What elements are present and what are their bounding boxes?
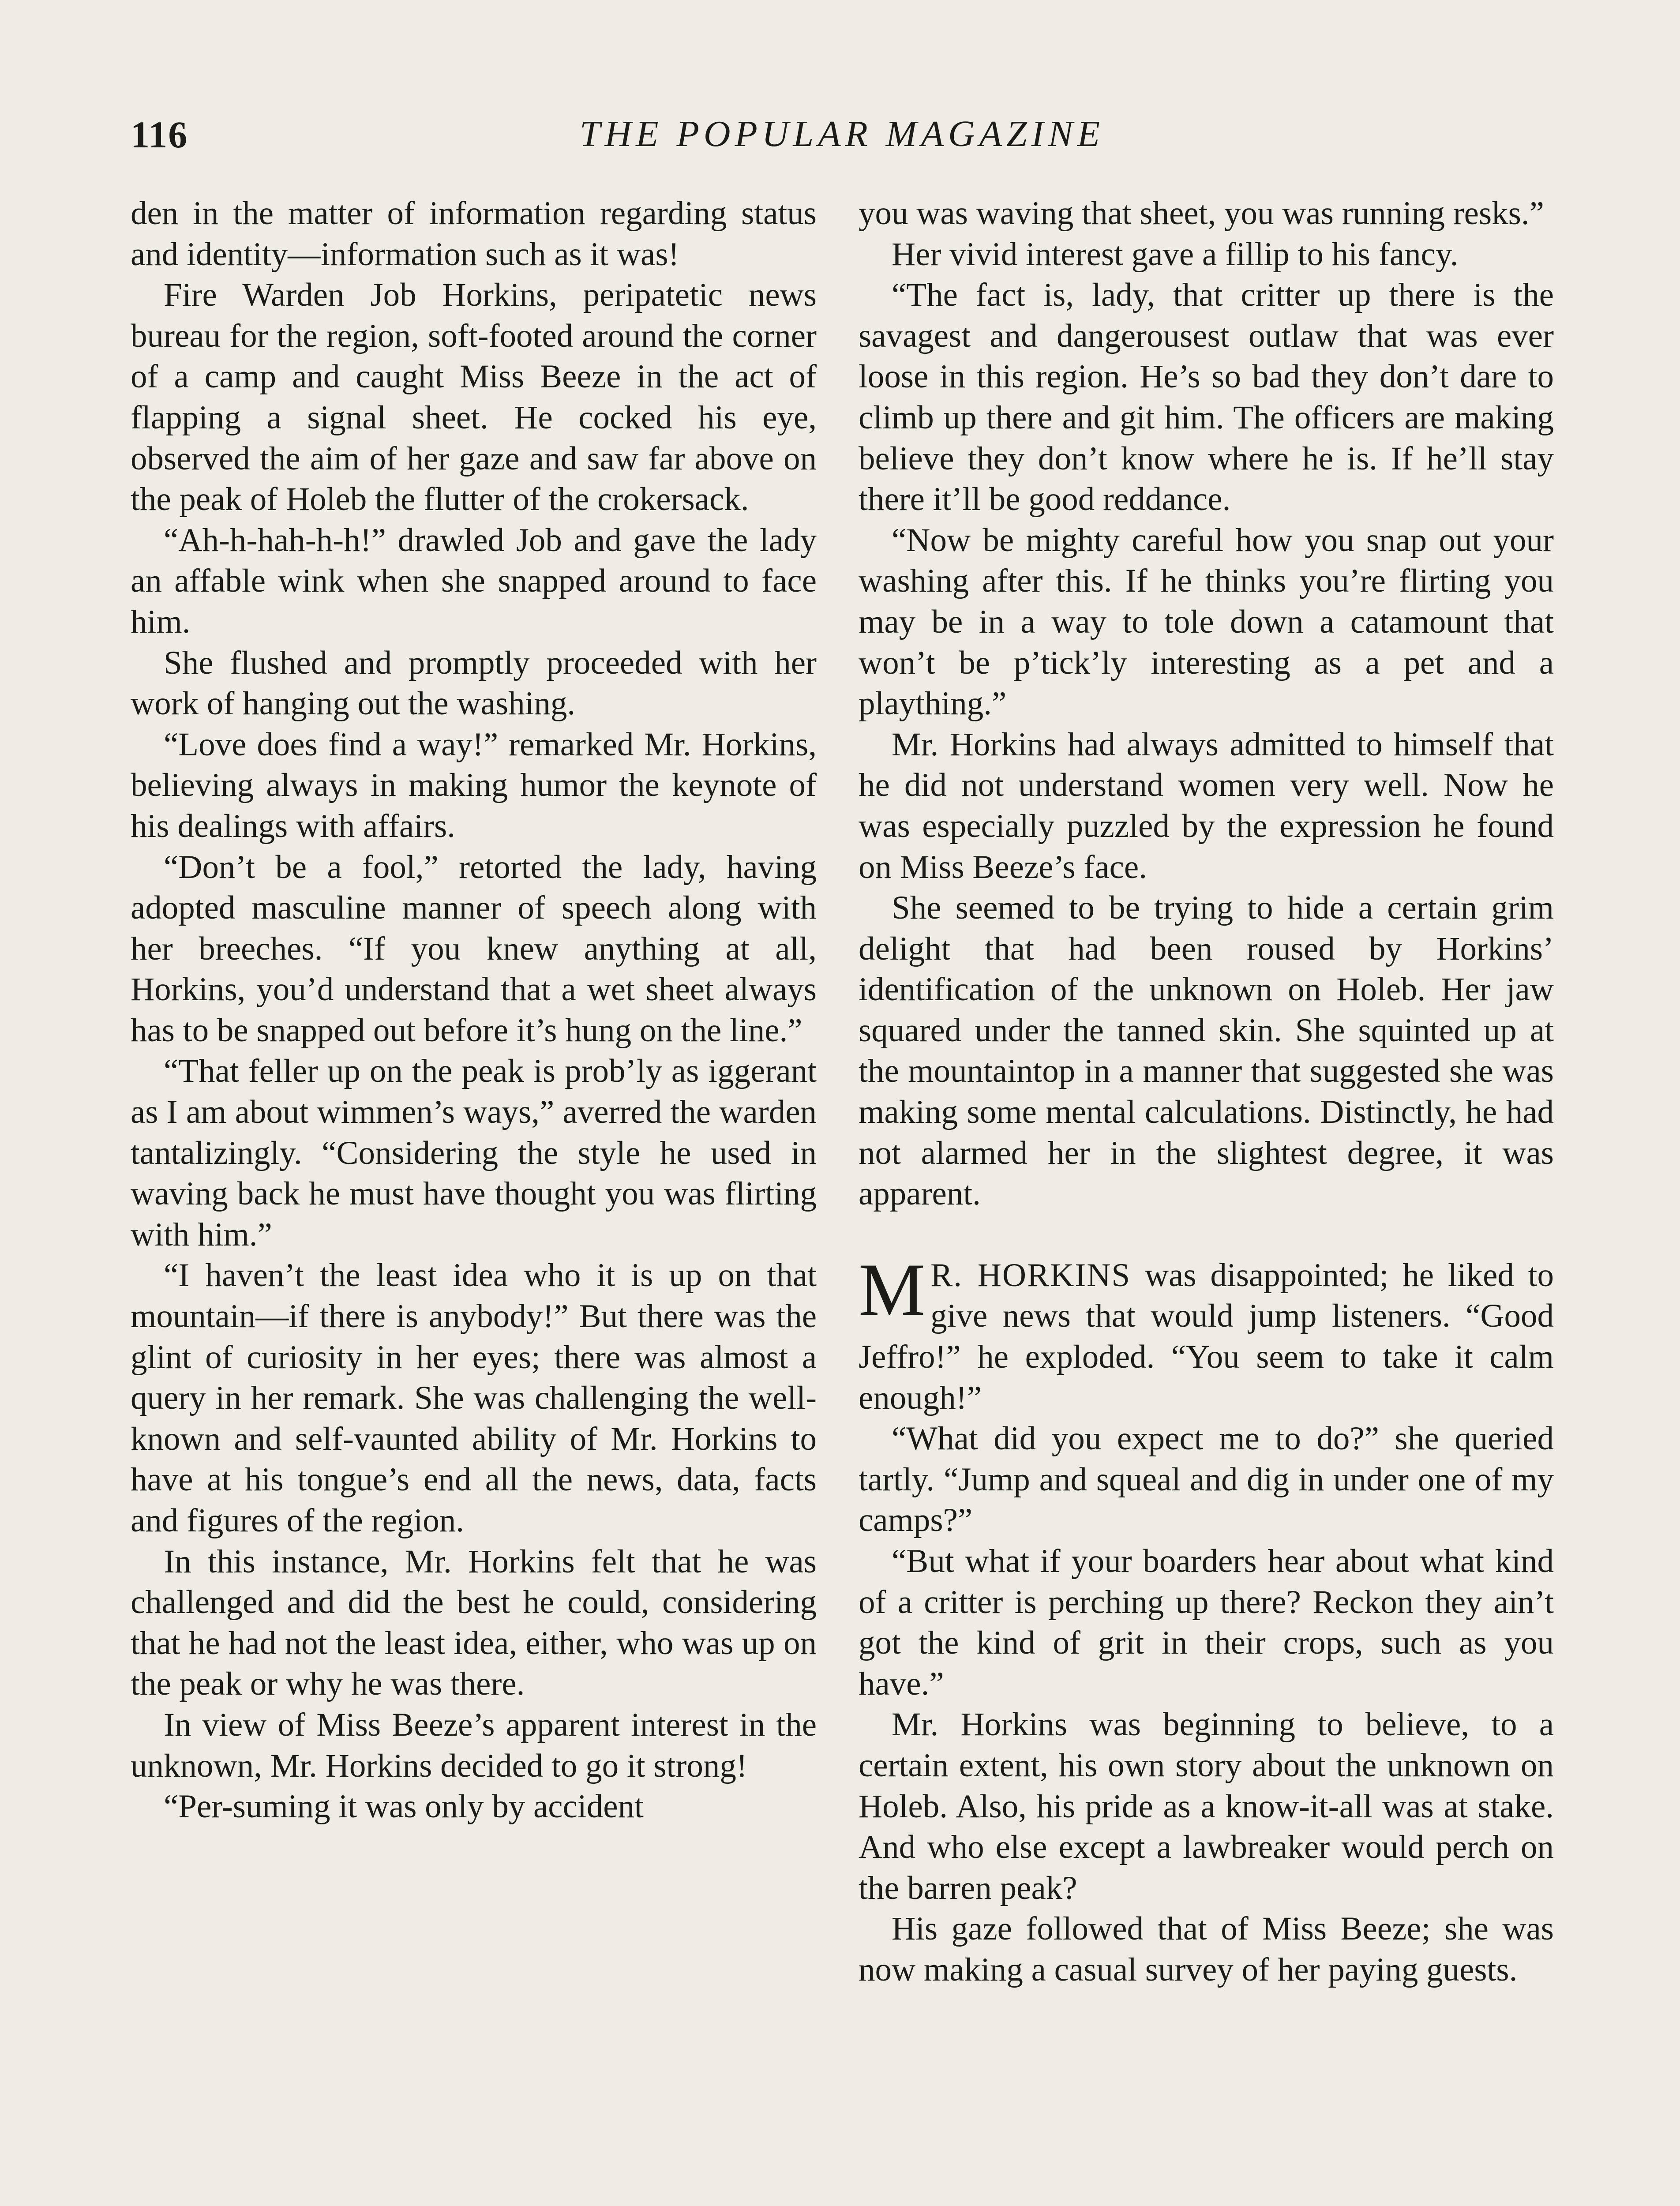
paragraph: “Ah-h-hah-h-h!” drawled Job and gave the lady an affable wink when she snapped around to face him. xyxy=(131,521,817,640)
paragraph: In view of Miss Beeze’s apparent interest in the unknown, Mr. Horkins decided to go it strong! xyxy=(131,1706,817,1784)
paragraph: In this instance, Mr. Horkins felt that he was challenged and did the best he could, considering that he had not the least idea, either, who was up on the peak or why he was there. xyxy=(131,1543,817,1703)
paragraph: Mr. Horkins was beginning to believe, to a certain extent, his own story about the unknown on Holeb. Also, his pride as a know-it-all was at stake. And who else except a lawbreaker would perch on the barren peak? xyxy=(859,1706,1554,1906)
paragraph: “Per-suming it was only by accident xyxy=(164,1788,644,1825)
paragraph: Fire Warden Job Horkins, peripatetic news bureau for the region, soft-footed around the corner of a camp and caught Miss Beeze in the act of flapping a signal sheet. He cocked his eye, observed the aim of her gaze and saw far above on the peak of Holeb the flutter of the crokersack. xyxy=(131,277,817,518)
paragraph: den in the matter of information regarding status and identity—information such as it was! xyxy=(131,195,817,273)
paragraph: She flushed and promptly proceeded with her work of hanging out the washing. xyxy=(131,644,817,722)
paragraph: you was waving that sheet, you was running resks.” xyxy=(859,195,1544,232)
page-header xyxy=(131,113,1553,165)
paragraph: “What did you expect me to do?” she queried tartly. “Jump and squeal and dig in under one of my camps?” xyxy=(859,1420,1554,1539)
page-number: 116 xyxy=(131,113,188,156)
section-text: was disappointed; he liked to give news that would jump listeners. “Good Jeffro!” he exploded. “You seem to take it calm enough!” xyxy=(859,1257,1554,1416)
paragraph: Mr. Horkins had always admitted to himself that he did not understand women very well. Now he was especially puzzled by the expression he found on Miss Beeze’s face. xyxy=(859,726,1554,885)
paragraph: “Now be mighty careful how you snap out your washing after this. If he thinks you’re flirting you may be in a way to tole down a catamount that won’t be p’tick’ly interesting as a pet and a plaything.” xyxy=(859,521,1554,722)
left-column xyxy=(131,193,817,1827)
paragraph: His gaze followed that of Miss Beeze; she was now making a casual survey of her paying guests. xyxy=(859,1910,1554,1988)
paragraph: “But what if your boarders hear about what kind of a critter is perching up there? Reckon they ain’t got the kind of grit in their crops, such as you have.” xyxy=(859,1543,1554,1702)
right-column xyxy=(859,193,1554,1991)
paragraph: “Don’t be a fool,” retorted the lady, having adopted masculine manner of speech along with her breeches. “If you knew anything at all, Horkins, you’d understand that a wet sheet always has to be snapped out before it’s hung on the line.” xyxy=(131,848,817,1049)
paragraph: “Love does find a way!” remarked Mr. Horkins, believing always in making humor the keynote of his dealings with affairs. xyxy=(131,726,817,844)
paragraph: Her vivid interest gave a fillip to his fancy. xyxy=(892,236,1459,273)
paragraph: “The fact is, lady, that critter up there is the savagest and dangerousest outlaw that was ever loose in this region. He’s so bad they don’t dare to climb up there and git him. The officers are making believe they don’t know where he is. If he’ll stay there it’ll be good reddance. xyxy=(859,277,1554,518)
drop-cap: M xyxy=(859,1248,926,1331)
paragraph: “That feller up on the peak is prob’ly as iggerant as I am about wimmen’s ways,” averred the warden tantalizingly. “Considering the style he used in waving back he must have thought you was flirting with him.” xyxy=(131,1053,817,1253)
paragraph: She seemed to be trying to hide a certain grim delight that had been roused by Horkins’ identification of the unknown on Holeb. Her jaw squared under the tanned skin. She squinted up at the mountaintop in a manner that suggested she was making some mental calculations. Distinctly, he had not alarmed her in the slightest degree, it was apparent. xyxy=(859,889,1554,1212)
paragraph: “I haven’t the least idea who it is up on that mountain—if there is anybody!” But there was the glint of curiosity in her eyes; there was almost a query in her remark. She was challenging the well-known and self-vaunted ability of Mr. Horkins to have at his tongue’s end all the news, data, facts and figures of the region. xyxy=(131,1257,817,1539)
small-caps-lead: R. HORKINS xyxy=(930,1257,1131,1294)
section-opening-paragraph xyxy=(859,1248,1554,1418)
running-head: THE POPULAR MAGAZINE xyxy=(579,113,1105,154)
